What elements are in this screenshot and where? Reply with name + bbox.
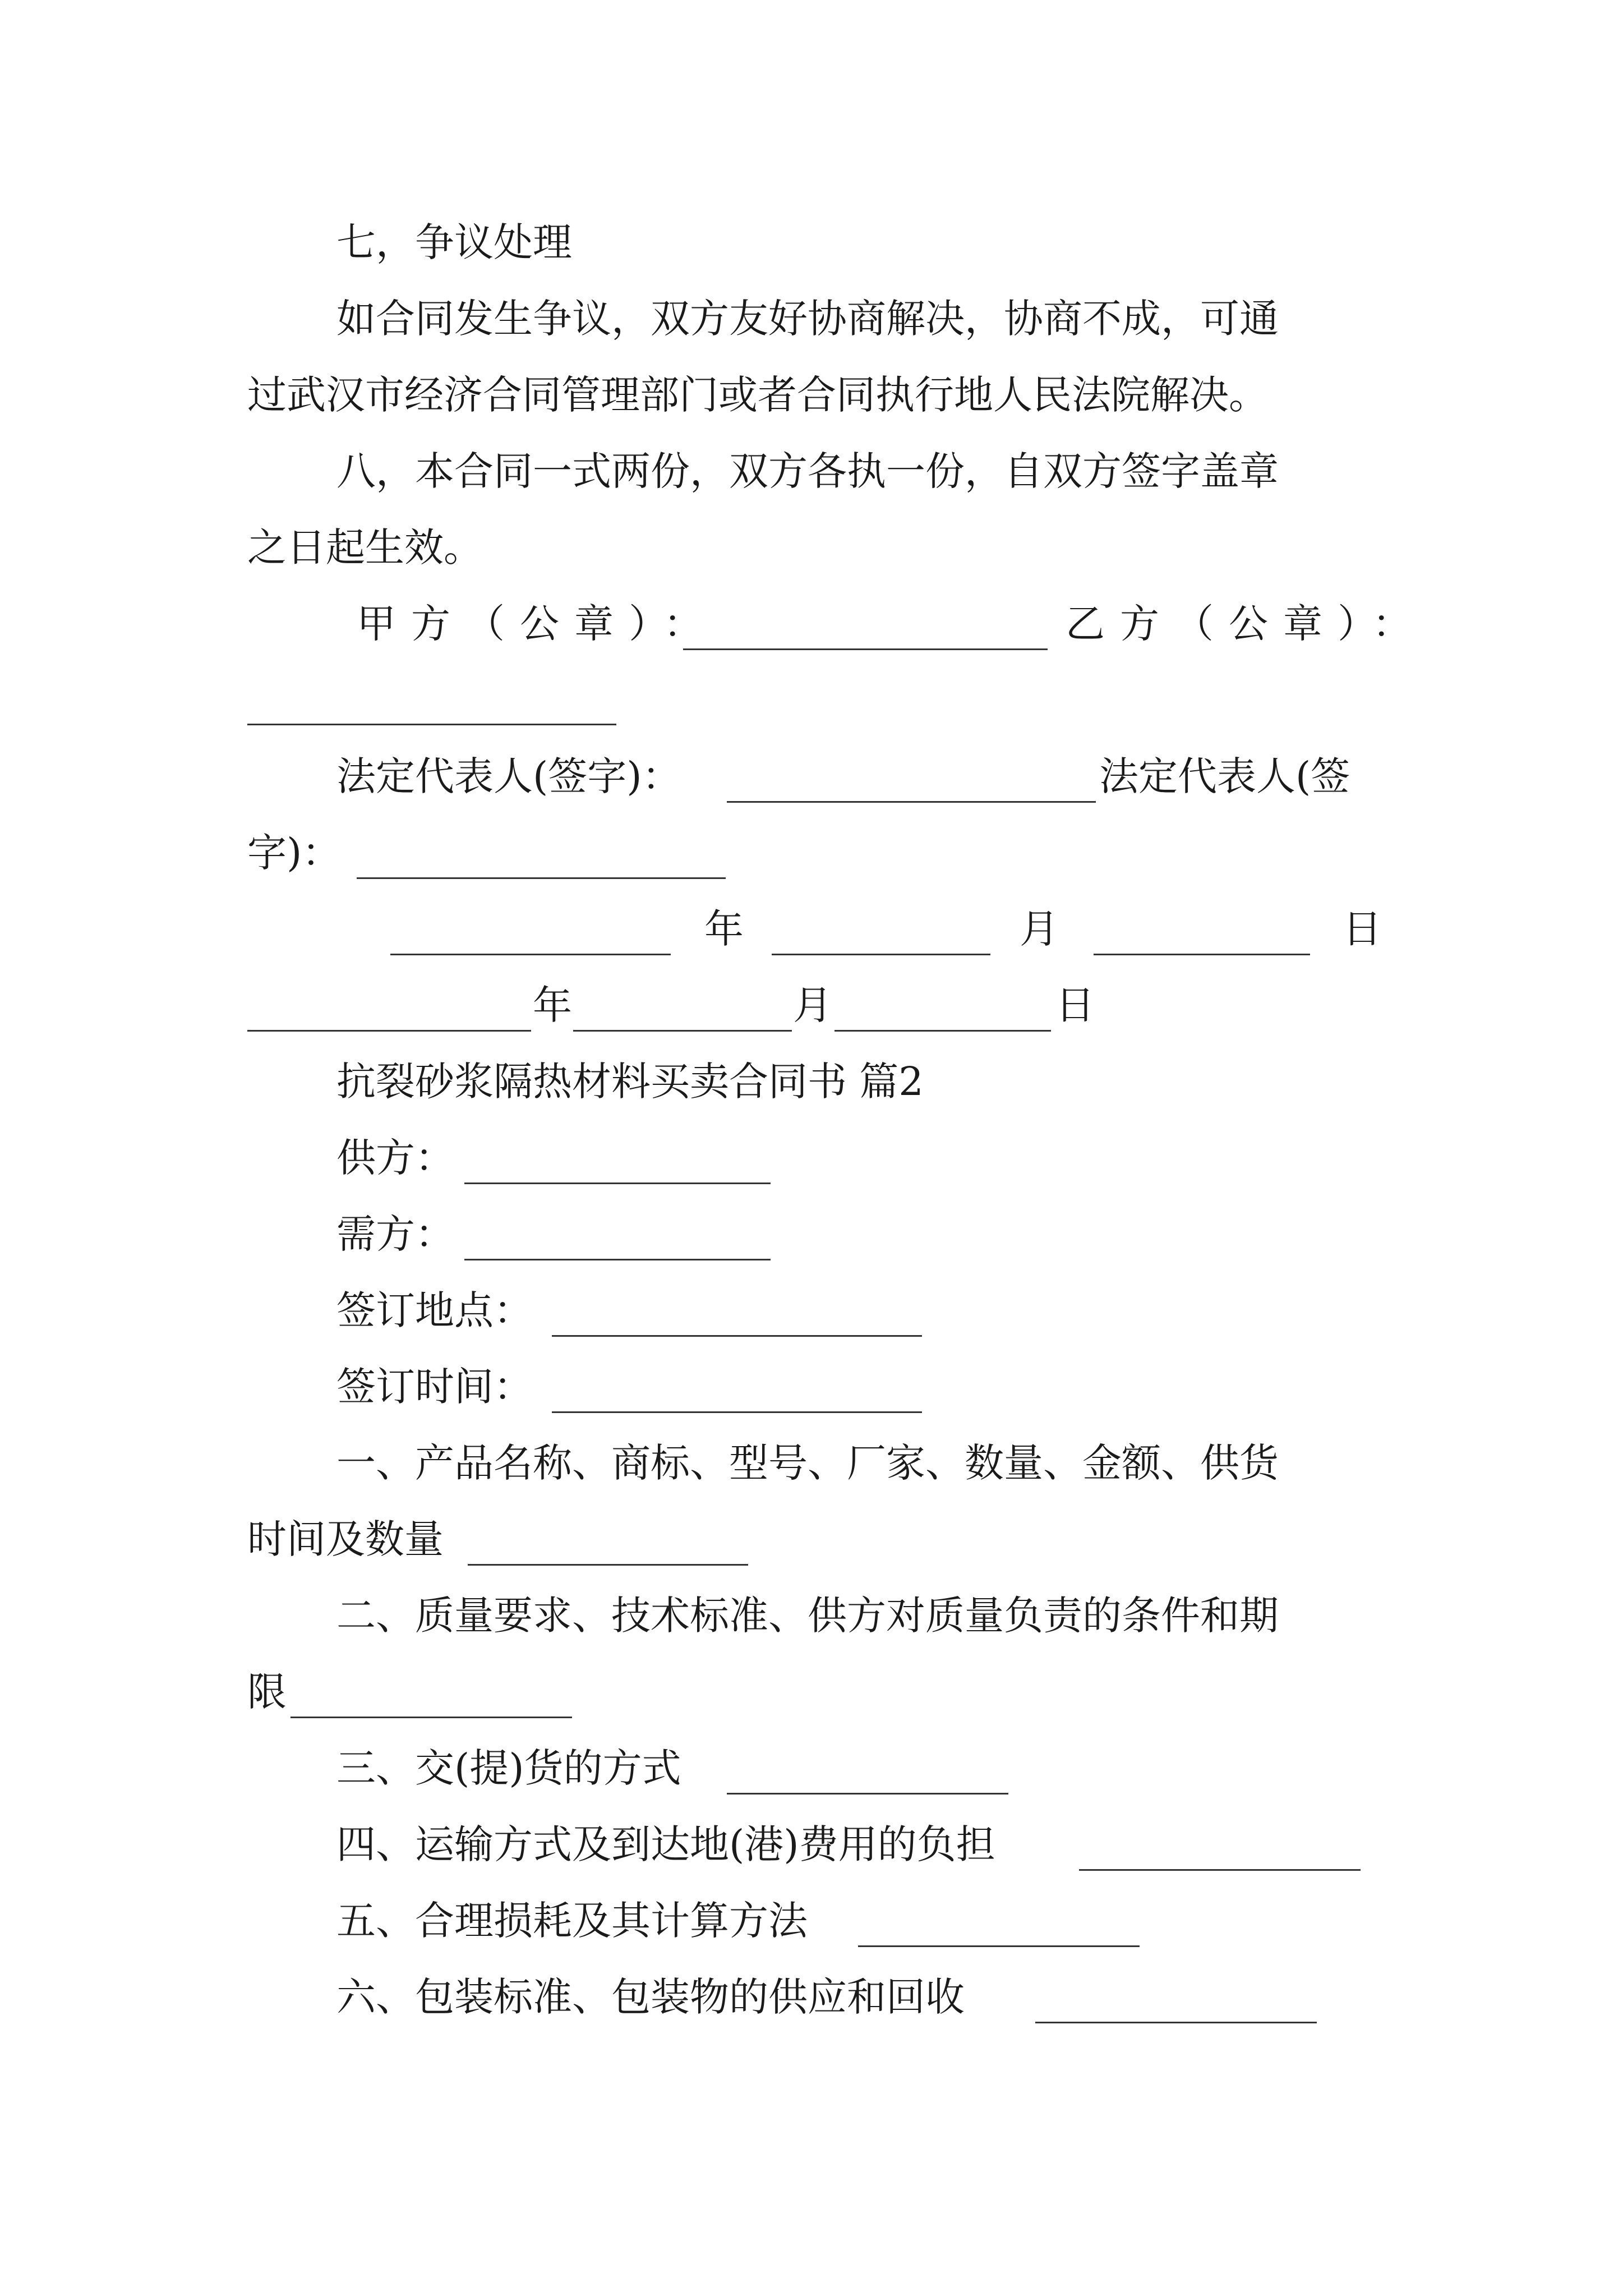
item-2-blank[interactable] [291,1682,572,1718]
item-3-line-1: 三、交(提)货的方式 [336,1745,681,1791]
party-b-seal-blank[interactable] [247,689,616,725]
section-8-line-2: 之日起生效。 [247,524,483,570]
date-a-day-label: 日 [1343,906,1382,952]
date-a-year-label: 年 [704,906,744,952]
sign-time-label: 签订时间： [336,1364,533,1410]
date-b-year-label: 年 [533,982,572,1028]
date-b-month-label: 月 [793,982,832,1028]
item-4-line-1: 四、运输方式及到达地(港)费用的负担 [336,1821,995,1867]
party-a-seal-blank[interactable] [683,614,1048,650]
item-1-blank[interactable] [468,1529,748,1566]
party-a-seal-label: 甲方（公章）： [357,601,718,647]
legal-rep-b-label-part2: 字)： [247,830,342,876]
item-3-blank[interactable] [727,1758,1008,1795]
party-b-seal-label: 乙方（公章）： [1066,601,1427,647]
section-8-line-1: 八，本合同一式两份，双方各执一份，自双方签字盖章 [336,448,1279,494]
date-a-day-blank[interactable] [1094,919,1310,955]
supplier-label: 供方： [336,1135,454,1181]
buyer-blank[interactable] [464,1224,771,1260]
date-a-year-blank[interactable] [390,919,671,955]
item-5-line-1: 五、合理损耗及其计算方法 [336,1898,808,1944]
sign-place-blank[interactable] [552,1300,922,1337]
date-a-month-label: 月 [1020,906,1059,952]
item-1-line-1: 一、产品名称、商标、型号、厂家、数量、金额、供货 [336,1440,1279,1486]
supplier-blank[interactable] [464,1148,771,1184]
sign-place-label: 签订地点： [336,1287,533,1333]
date-b-day-blank[interactable] [834,995,1051,1032]
date-b-month-blank[interactable] [573,995,792,1032]
item-5-blank[interactable] [858,1911,1140,1947]
article-2-title: 抗裂砂浆隔热材料买卖合同书 篇2 [336,1059,924,1105]
item-2-line-2: 限 [247,1669,287,1715]
item-4-blank[interactable] [1079,1834,1361,1871]
section-7-heading: 七，争议处理 [336,219,572,265]
date-b-year-blank[interactable] [247,995,531,1032]
sign-time-blank[interactable] [552,1377,922,1413]
legal-rep-b-blank[interactable] [357,843,726,879]
legal-rep-a-label: 法定代表人(签字)： [336,753,681,799]
date-b-day-label: 日 [1055,982,1095,1028]
item-6-line-1: 六、包装标准、包装物的供应和回收 [336,1974,965,2020]
item-6-blank[interactable] [1035,1987,1317,2023]
section-7-body-line-2: 过武汉市经济合同管理部门或者合同执行地人民法院解决。 [247,372,1268,418]
buyer-label: 需方： [336,1211,454,1257]
legal-rep-b-label-part1: 法定代表人(签 [1099,753,1350,799]
item-1-line-2: 时间及数量 [247,1516,444,1562]
date-a-month-blank[interactable] [772,919,990,955]
section-7-body-line-1: 如合同发生争议，双方友好协商解决，协商不成，可通 [336,296,1279,342]
item-2-line-1: 二、质量要求、技术标准、供方对质量负责的条件和期 [336,1593,1279,1639]
legal-rep-a-blank[interactable] [727,766,1096,803]
